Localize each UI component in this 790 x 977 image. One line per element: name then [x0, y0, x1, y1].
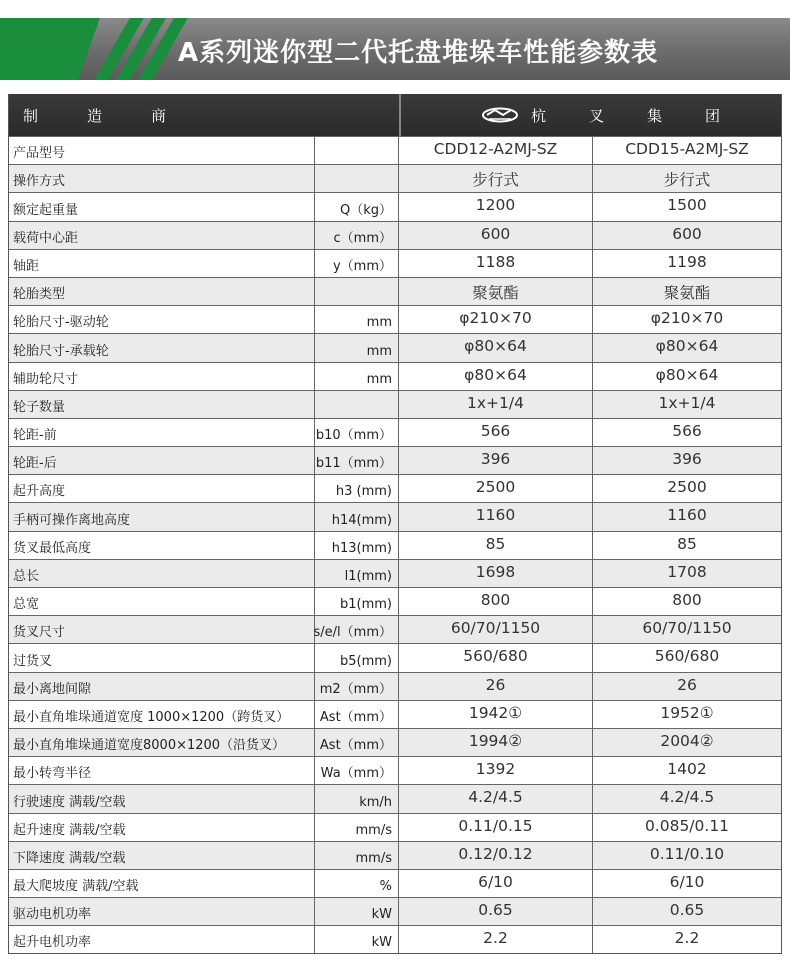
name-char: 叉: [589, 106, 605, 125]
param-unit: c（mm）: [315, 222, 399, 249]
table-row: [9, 333, 781, 361]
param-unit: mm/s: [315, 842, 399, 869]
param-name: 辅助轮尺寸: [9, 363, 315, 390]
value-cdd12: 26: [399, 673, 593, 700]
value-cdd12: 聚氨酯: [399, 278, 593, 305]
value-cdd12: 0.11/0.15: [399, 814, 593, 841]
param-unit: y（mm）: [315, 250, 399, 277]
manufacturer-header: [9, 94, 781, 136]
spec-table: [8, 94, 782, 954]
value-cdd15: 396: [672, 450, 702, 469]
param-name: 轮胎尺寸-驱动轮: [9, 306, 315, 333]
table-row: [9, 474, 781, 502]
param-unit: b1(mm): [315, 588, 399, 615]
value-cdd12: 1200: [399, 193, 593, 220]
value-cdd12: 1188: [399, 250, 593, 277]
table-row: [9, 502, 781, 530]
name-char: 杭: [531, 106, 547, 125]
value-cdd15: 1160: [667, 506, 707, 525]
param-unit: b10（mm）: [315, 419, 399, 446]
page-title: A系列迷你型二代托盘堆垛车性能参数表: [178, 38, 659, 68]
value-cdd15: 566: [672, 421, 702, 440]
table-row: [9, 192, 781, 220]
param-name: 下降速度 满载/空载: [9, 842, 315, 869]
value-cdd15: 1708: [667, 562, 707, 581]
value-cdd15: φ80×64: [655, 337, 719, 356]
param-unit: Wa（mm）: [315, 757, 399, 784]
param-unit: Ast（mm）: [315, 701, 399, 728]
value-cdd15: 聚氨酯: [663, 283, 711, 302]
value-cdd12: 步行式: [399, 165, 593, 192]
value-cdd12: 6/10: [399, 870, 593, 897]
param-name: 轮子数量: [9, 391, 315, 418]
table-row: [9, 925, 781, 953]
param-name: 轮距-后: [9, 447, 315, 474]
param-unit: [315, 165, 399, 192]
param-name: 最小转弯半径: [9, 757, 315, 784]
value-cdd12: 1392: [399, 757, 593, 784]
param-unit: mm: [315, 363, 399, 390]
param-unit: kW: [315, 926, 399, 953]
value-cdd12: CDD12-A2MJ-SZ: [399, 137, 593, 164]
value-cdd12: 1994②: [399, 729, 593, 756]
table-row: [9, 728, 781, 756]
value-cdd15: 1500: [667, 196, 707, 215]
name-char: 团: [705, 106, 721, 125]
param-unit: Ast（mm）: [315, 729, 399, 756]
table-row: [9, 897, 781, 925]
param-name: 起升电机功率: [9, 926, 315, 953]
param-name: 最小直角堆垛通道宽度8000×1200（沿货叉）: [9, 729, 315, 756]
value-cdd15: 1952①: [660, 703, 714, 722]
table-row: [9, 841, 781, 869]
table-row: [9, 587, 781, 615]
value-cdd15: 2004②: [660, 731, 714, 750]
param-unit: mm: [315, 334, 399, 361]
param-name: 起升速度 满载/空载: [9, 814, 315, 841]
value-cdd12: 2.2: [399, 926, 593, 953]
value-cdd15: 4.2/4.5: [659, 788, 715, 807]
table-row: [9, 615, 781, 643]
value-cdd12: 1160: [399, 503, 593, 530]
param-name: 最小直角堆垛通道宽度 1000×1200（跨货叉）: [9, 701, 315, 728]
param-unit: km/h: [315, 785, 399, 812]
value-cdd12: 1x+1/4: [399, 391, 593, 418]
param-name: 产品型号: [9, 137, 315, 164]
value-cdd12: 560/680: [399, 644, 593, 671]
param-name: 轮距-前: [9, 419, 315, 446]
value-cdd15: 0.65: [669, 901, 705, 920]
param-unit: mm: [315, 306, 399, 333]
value-cdd15: 2500: [667, 478, 707, 497]
value-cdd15: 26: [677, 675, 697, 694]
table-row: [9, 305, 781, 333]
param-name: 轮胎尺寸-承载轮: [9, 334, 315, 361]
param-name: 最小离地间隙: [9, 673, 315, 700]
table-row: [9, 643, 781, 671]
param-name: 货叉尺寸: [9, 616, 315, 643]
param-name: 驱动电机功率: [9, 898, 315, 925]
param-unit: [315, 278, 399, 305]
hangcha-logo-icon: [481, 107, 519, 123]
param-name: 行驶速度 满载/空载: [9, 785, 315, 812]
value-cdd12: 1698: [399, 560, 593, 587]
value-cdd15: 600: [672, 224, 702, 243]
table-row: [9, 756, 781, 784]
table-row: [9, 390, 781, 418]
param-unit: [315, 137, 399, 164]
param-name: 最大爬坡度 满载/空载: [9, 870, 315, 897]
table-row: [9, 249, 781, 277]
param-unit: Q（kg）: [315, 193, 399, 220]
value-cdd15: 800: [672, 591, 702, 609]
manufacturer-value: [401, 105, 781, 126]
value-cdd12: 0.65: [399, 898, 593, 925]
label-char: 商: [151, 106, 167, 125]
table-row: [9, 700, 781, 728]
value-cdd15: 1402: [667, 760, 707, 779]
table-row: [9, 531, 781, 559]
banner-green-block: [0, 18, 100, 80]
label-char: 制: [23, 106, 39, 125]
value-cdd12: 566: [399, 419, 593, 446]
param-name: 载荷中心距: [9, 222, 315, 249]
value-cdd12: 85: [399, 532, 593, 559]
value-cdd12: 800: [399, 588, 593, 615]
table-row: [9, 418, 781, 446]
value-cdd15: 1198: [667, 252, 707, 271]
value-cdd15: 步行式: [663, 171, 711, 190]
param-name: 轮胎类型: [9, 278, 315, 305]
table-row: [9, 164, 781, 192]
label-char: 造: [87, 106, 103, 125]
table-row: [9, 672, 781, 700]
param-unit: h14(mm): [315, 503, 399, 530]
param-name: 额定起重量: [9, 193, 315, 220]
value-cdd15: φ210×70: [650, 309, 724, 328]
value-cdd15: 60/70/1150: [642, 619, 732, 638]
param-unit: m2（mm）: [315, 673, 399, 700]
value-cdd15: 2.2: [674, 929, 700, 948]
table-row: [9, 362, 781, 390]
value-cdd15: CDD15-A2MJ-SZ: [625, 140, 749, 158]
manufacturer-name: [531, 105, 763, 126]
param-name: 总长: [9, 560, 315, 587]
table-row: [9, 446, 781, 474]
table-row: [9, 784, 781, 812]
table-row: [9, 559, 781, 587]
value-cdd12: 0.12/0.12: [399, 842, 593, 869]
param-unit: l1(mm): [315, 560, 399, 587]
param-name: 手柄可操作离地高度: [9, 503, 315, 530]
value-cdd15: φ80×64: [655, 365, 719, 384]
param-unit: %: [315, 870, 399, 897]
param-unit: s/e/l（mm）: [315, 616, 399, 643]
param-name: 过货叉: [9, 644, 315, 671]
title-banner: [0, 18, 790, 80]
value-cdd12: φ80×64: [399, 363, 593, 390]
table-row: [9, 869, 781, 897]
value-cdd12: 2500: [399, 475, 593, 502]
param-unit: mm/s: [315, 814, 399, 841]
table-row: [9, 277, 781, 305]
table-row: [9, 813, 781, 841]
param-name: 货叉最低高度: [9, 532, 315, 559]
param-name: 轴距: [9, 250, 315, 277]
param-name: 操作方式: [9, 165, 315, 192]
value-cdd12: 600: [399, 222, 593, 249]
value-cdd15: 0.11/0.10: [649, 844, 725, 863]
param-unit: [315, 391, 399, 418]
value-cdd15: 85: [677, 534, 697, 553]
value-cdd15: 1x+1/4: [658, 393, 716, 412]
param-unit: b11（mm）: [315, 447, 399, 474]
value-cdd12: 1942①: [399, 701, 593, 728]
manufacturer-label: [9, 105, 399, 126]
param-unit: kW: [315, 898, 399, 925]
value-cdd15: 6/10: [669, 872, 705, 891]
value-cdd12: 4.2/4.5: [399, 785, 593, 812]
value-cdd12: φ80×64: [399, 334, 593, 361]
name-char: 集: [647, 106, 663, 125]
value-cdd12: φ210×70: [399, 306, 593, 333]
value-cdd12: 396: [399, 447, 593, 474]
table-row: [9, 221, 781, 249]
spec-rows: [9, 136, 781, 953]
param-name: 总宽: [9, 588, 315, 615]
table-row: [9, 136, 781, 164]
value-cdd12: 60/70/1150: [399, 616, 593, 643]
param-unit: h3 (mm): [315, 475, 399, 502]
value-cdd15: 0.085/0.11: [644, 816, 730, 835]
value-cdd15: 560/680: [654, 647, 720, 666]
param-name: 起升高度: [9, 475, 315, 502]
param-unit: b5(mm): [315, 644, 399, 671]
param-unit: h13(mm): [315, 532, 399, 559]
